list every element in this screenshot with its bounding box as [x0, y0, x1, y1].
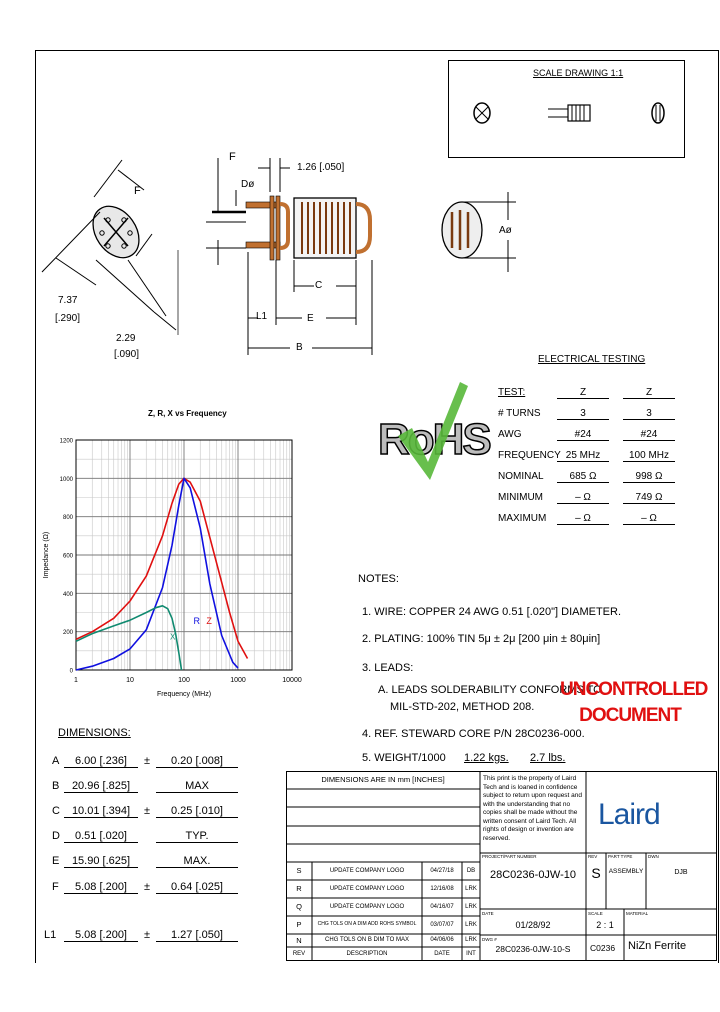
- dim-value: 5.08 [.200]: [64, 882, 138, 894]
- note-3: 3. LEADS:: [362, 662, 414, 674]
- revision-header-row: [286, 947, 480, 961]
- elec-v1: 685 Ω: [557, 472, 609, 483]
- rev-desc: CHG TOLS ON B DIM TO MAX: [325, 937, 409, 943]
- elec-v1: Z: [557, 388, 609, 399]
- rev-header-date: DATE: [434, 951, 450, 957]
- elec-v1: 25 MHz: [557, 451, 609, 462]
- dimensions-table: [44, 750, 280, 950]
- dim-tol: 1.27 [.050]: [156, 930, 238, 942]
- chart-x-tick-label: 1000: [230, 677, 246, 684]
- part-drawing: [36, 140, 536, 365]
- elec-label: NOMINAL: [498, 471, 544, 482]
- material-label: MATERIAL: [626, 911, 649, 916]
- chart-y-tick-label: 800: [62, 515, 73, 522]
- elec-row: [495, 405, 685, 425]
- chart-y-tick-label: 1200: [59, 438, 73, 445]
- dim-row: [44, 924, 280, 946]
- dim-letter: E: [52, 855, 60, 867]
- rev-letter: S: [296, 866, 302, 875]
- scale-value: 2 : 1: [596, 920, 614, 930]
- dim-row: [50, 775, 280, 797]
- dwn-value: DJB: [674, 869, 688, 876]
- dim-op: ±: [143, 755, 151, 767]
- rev-letter: N: [296, 936, 302, 945]
- uncontrolled-line2: DOCUMENT: [579, 705, 681, 726]
- type-value: ASSEMBLY: [608, 868, 644, 875]
- note-1: 1. WIRE: COPPER 24 AWG 0.51 [.020"] DIAMETER.: [362, 606, 622, 618]
- dim-value: 20.96 [.825]: [64, 781, 138, 793]
- note-5a: 5. WEIGHT/1000: [362, 752, 446, 764]
- revision-row: [286, 862, 480, 880]
- note-3b: MIL-STD-202, METHOD 208.: [390, 701, 535, 713]
- dim-pitch-in: [.090]: [114, 349, 140, 360]
- scale-label: SCALE: [588, 911, 603, 916]
- chart-x-tick-label: 10000: [282, 677, 302, 684]
- dim-tol: 0.25 [.010]: [156, 806, 238, 818]
- elec-label: # TURNS: [498, 408, 541, 419]
- dim-f-top: F: [229, 151, 236, 163]
- dim-a: Aø: [499, 225, 512, 236]
- revision-row: [286, 898, 480, 916]
- dim-row: [50, 800, 280, 822]
- front-view-core: [442, 202, 482, 258]
- rev-desc: UPDATE COMPANY LOGO: [329, 886, 405, 892]
- chart-label-r: R: [193, 616, 201, 626]
- elec-row: [495, 510, 685, 530]
- rev-date: 04/16/07: [430, 904, 454, 910]
- elec-v1: – Ω: [557, 493, 609, 504]
- chart-x-axis-label: Frequency (MHz): [156, 691, 212, 698]
- elec-label: FREQUENCY: [498, 450, 561, 461]
- elec-v2: Z: [623, 388, 675, 399]
- rev-desc: UPDATE COMPANY LOGO: [329, 868, 405, 874]
- dim-letter: A: [52, 755, 60, 767]
- rev-letter: P: [296, 920, 302, 929]
- dim-b: B: [296, 342, 303, 353]
- dim-wire: 1.26 [.050]: [297, 162, 345, 173]
- note-4: 4. REF. STEWARD CORE P/N 28C0236-000.: [362, 728, 585, 740]
- dim-f-side: F: [134, 185, 141, 197]
- core-value: C0236: [590, 943, 616, 953]
- proprietary-notice: This print is the property of Laird Tech and is loaned in confidence subject to return upon request and with the understanding that no copies shall be made without the written consent of Laird Tech. All rights of design or invention are reserved.: [483, 775, 583, 842]
- date-label: DATE: [482, 911, 494, 916]
- rohs-text: RoHS: [378, 415, 490, 464]
- elec-row: [495, 447, 685, 467]
- dim-value: 0.51 [.020]: [64, 831, 138, 843]
- elec-label: MAXIMUM: [498, 513, 547, 524]
- dim-overall-mm: 7.37: [58, 295, 78, 306]
- dim-op: ±: [143, 881, 151, 893]
- rev-label: REV: [588, 854, 598, 859]
- dim-tol: 0.20 [.008]: [156, 756, 238, 768]
- elec-v2: 749 Ω: [623, 493, 675, 504]
- electrical-title: ELECTRICAL TESTING: [538, 354, 646, 365]
- type-label: PART TYPE: [608, 854, 633, 859]
- chart-title: Z, R, X vs Frequency: [148, 409, 227, 418]
- elec-v1: 3: [557, 409, 609, 420]
- elec-v2: 998 Ω: [623, 472, 675, 483]
- rev-header-rev: REV: [292, 951, 306, 957]
- rev-header-desc: DESCRIPTION: [346, 951, 388, 957]
- dim-letter: C: [52, 805, 60, 817]
- elec-v2: 3: [623, 409, 675, 420]
- uncontrolled-line1: UNCONTROLLED: [560, 679, 708, 700]
- chart-series-line-x: [76, 606, 182, 670]
- dwg-value: 28C0236-0JW-10-S: [495, 944, 571, 954]
- elec-v2: #24: [623, 430, 675, 441]
- dimensions-title: DIMENSIONS:: [58, 727, 131, 739]
- rev-init: DB: [466, 868, 476, 874]
- revision-row: [286, 880, 480, 898]
- chart-label-x: Xₗ: [169, 632, 177, 642]
- elec-v2: – Ω: [623, 514, 675, 525]
- elec-label: AWG: [498, 429, 522, 440]
- elec-v2: 100 MHz: [623, 451, 675, 462]
- chart-y-tick-label: 400: [62, 591, 73, 598]
- proj-value: 28C0236-0JW-10: [490, 869, 577, 881]
- rev-desc: UPDATE COMPANY LOGO: [329, 904, 405, 910]
- dim-tol: MAX: [156, 781, 238, 793]
- dim-overall-in: [.290]: [55, 313, 81, 324]
- proj-label: PROJECT/PART NUMBER: [482, 854, 537, 859]
- dim-row: [50, 750, 280, 772]
- elec-row: [495, 426, 685, 446]
- chart-x-tick-label: 100: [178, 677, 190, 684]
- date-value: 01/28/92: [515, 920, 551, 930]
- rev-value: S: [591, 865, 601, 881]
- rev-letter: R: [296, 884, 302, 893]
- note-2: 2. PLATING: 100% TIN 5μ ± 2μ [200 μin ± 80μin]: [362, 633, 601, 645]
- rev-init: LRK: [465, 937, 477, 943]
- revision-row: [286, 916, 480, 934]
- notes-title: NOTES:: [358, 573, 399, 585]
- chart-y-tick-label: 200: [62, 630, 73, 637]
- dim-value: 5.08 [.200]: [64, 930, 138, 942]
- elec-row: [495, 489, 685, 509]
- chart-x-tick-label: 1: [74, 677, 78, 684]
- dim-op: ±: [143, 805, 151, 817]
- dim-value: 10.01 [.394]: [64, 806, 138, 818]
- scale-front-view: [652, 103, 664, 123]
- dwn-label: DWN: [648, 854, 659, 859]
- rev-init: LRK: [465, 886, 477, 892]
- rev-letter: Q: [296, 902, 302, 911]
- note-5c: 2.7 lbs.: [530, 752, 566, 764]
- dim-row: [50, 850, 280, 872]
- dim-e: E: [307, 313, 314, 324]
- rev-date: 04/27/18: [430, 868, 454, 874]
- rev-init: LRK: [465, 904, 477, 910]
- note-3a: A. LEADS SOLDERABILITY CONFORMS TO: [378, 684, 602, 696]
- scale-side-view: [568, 105, 590, 121]
- dim-d: Dø: [241, 179, 255, 190]
- rev-header-init: INT: [466, 951, 476, 957]
- dim-letter: F: [52, 881, 59, 893]
- dim-letter: D: [52, 830, 60, 842]
- chart-y-tick-label: 600: [62, 553, 73, 560]
- dim-row: [50, 825, 280, 847]
- dim-value: 15.90 [.625]: [64, 856, 138, 868]
- dwg-label: DWG #: [482, 937, 497, 942]
- elec-label: MINIMUM: [498, 492, 543, 503]
- elec-row: [495, 384, 685, 404]
- chart-y-tick-label: 0: [69, 668, 73, 675]
- rev-date: 03/07/07: [430, 922, 454, 928]
- rev-date: 04/06/06: [430, 937, 454, 943]
- dim-pitch-mm: 2.29: [116, 333, 136, 344]
- dim-c: C: [315, 280, 323, 291]
- chart-label-z: Z: [206, 616, 212, 626]
- rev-init: LRK: [465, 922, 477, 928]
- dim-row: [50, 876, 280, 898]
- laird-logo: Laird: [598, 798, 660, 831]
- dim-tol: 0.64 [.025]: [156, 882, 238, 894]
- elec-label: TEST:: [498, 387, 526, 398]
- elec-v1: – Ω: [557, 514, 609, 525]
- chart-x-tick-label: 10: [126, 677, 134, 684]
- material-value: NiZn Ferrite: [628, 940, 687, 952]
- rev-date: 12/16/08: [430, 886, 454, 892]
- elec-v1: #24: [557, 430, 609, 441]
- dims-units-header: DIMENSIONS ARE IN mm [INCHES]: [321, 775, 445, 784]
- chart-y-axis-label: Impedance (Ω): [43, 531, 50, 579]
- note-5b: 1.22 kgs.: [464, 752, 509, 764]
- revision-row: [286, 934, 480, 947]
- dim-value: 6.00 [.236]: [64, 756, 138, 768]
- chart-y-tick-label: 1000: [59, 476, 73, 483]
- impedance-chart: [30, 420, 320, 720]
- rohs-checkmark-icon: [390, 376, 470, 486]
- rev-desc: CHG TOLS ON A DIM ADD ROHS SYMBOL: [317, 921, 417, 927]
- scale-drawing-title: SCALE DRAWING 1:1: [533, 68, 624, 78]
- dim-letter: L1: [44, 929, 57, 941]
- dim-tol: MAX.: [156, 856, 238, 868]
- dim-letter: B: [52, 780, 60, 792]
- dim-l1: L1: [256, 311, 268, 322]
- dim-op: ±: [143, 929, 151, 941]
- elec-row: [495, 468, 685, 488]
- dim-tol: TYP.: [156, 831, 238, 843]
